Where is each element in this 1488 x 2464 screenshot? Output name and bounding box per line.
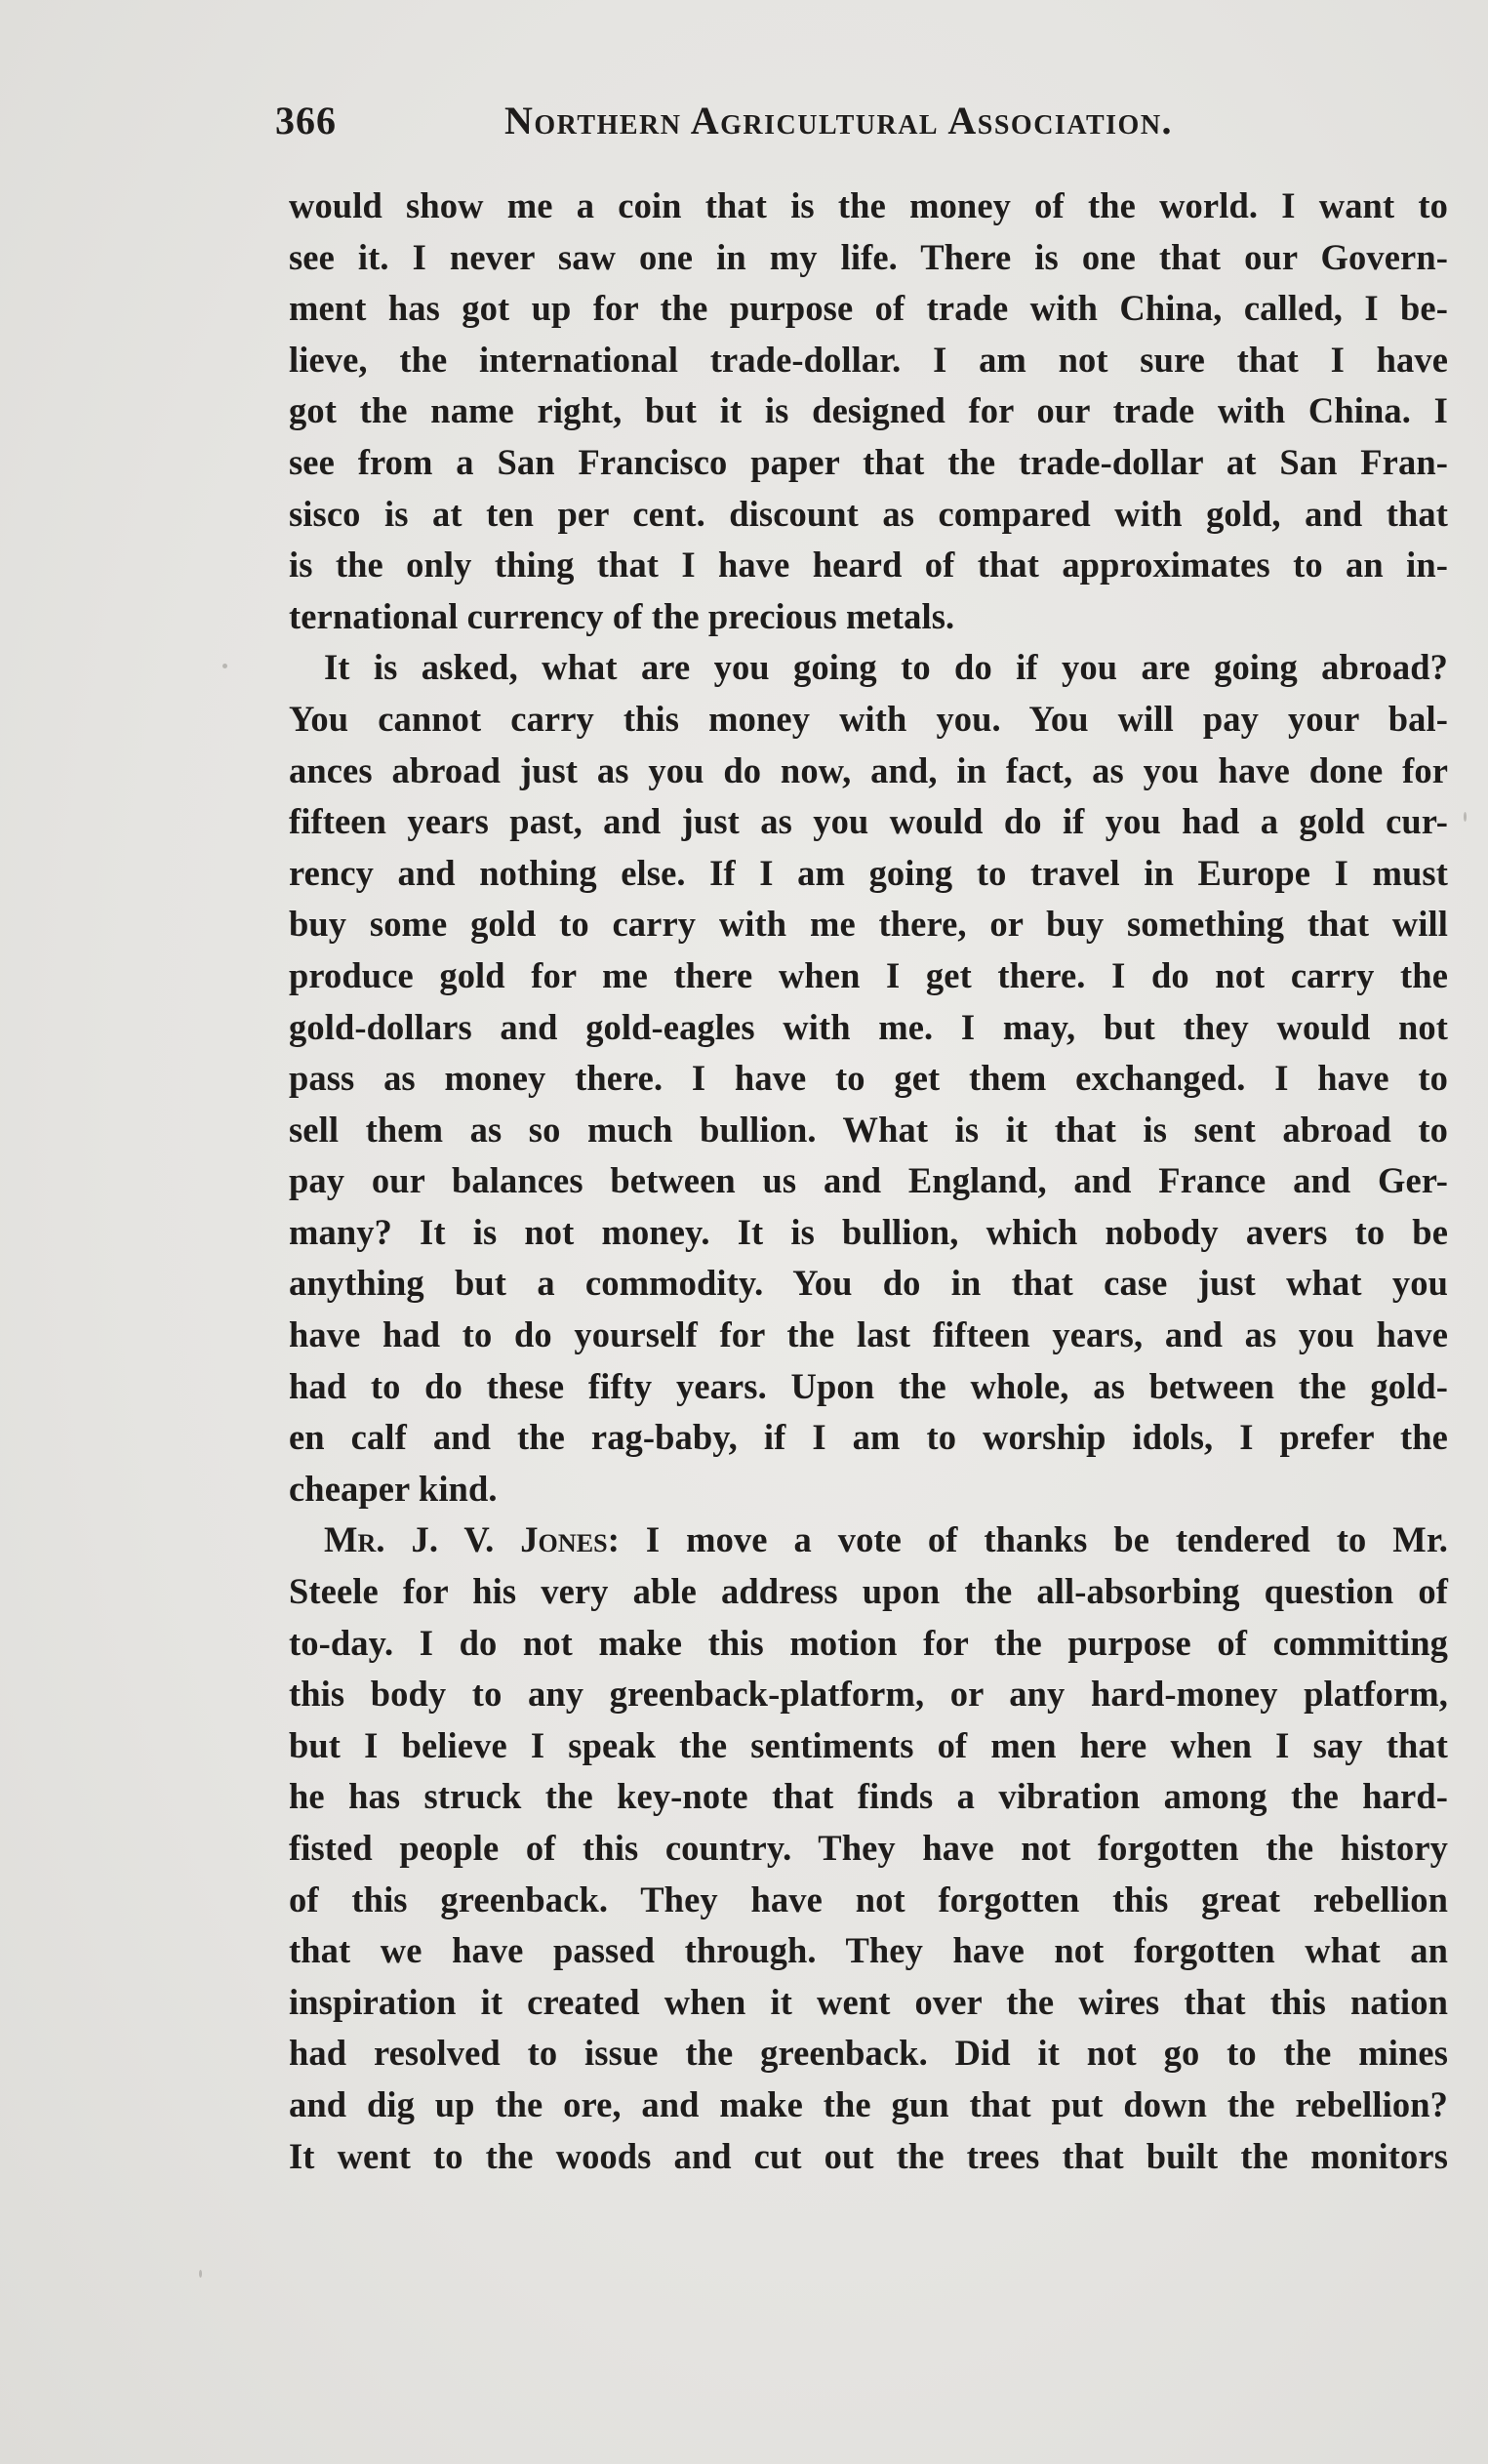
running-head <box>275 98 1251 156</box>
text-line: and dig up the ore, and make the gun that put down the rebellion? <box>289 2083 1448 2124</box>
text-line: pass as money there. I have to get them exchanged. I have to <box>289 1058 1448 1099</box>
text-line: to-day. I do not make this motion for the purpose of committing <box>289 1622 1448 1663</box>
text-line: lieve, the international trade-dollar. I am not sure that I have <box>289 339 1448 380</box>
text-line: is the only thing that I have heard of that approximates to an in- <box>289 545 1448 586</box>
text-line: see it. I never saw one in my life. There is one that our Govern- <box>289 236 1448 277</box>
text-line: gold-dollars and gold-eagles with me. I may, but they would not <box>289 1006 1448 1047</box>
scan-speck <box>199 2270 202 2278</box>
text-line: sisco is at ten per cent. discount as compared with gold, and that <box>289 493 1448 534</box>
text-line: would show me a coin that is the money of the world. I want to <box>289 185 1448 225</box>
text-line: of this greenback. They have not forgotten this great rebellion <box>289 1878 1448 1919</box>
text-line: anything but a commodity. You do in that case just what you <box>289 1263 1448 1304</box>
text-line: got the name right, but it is designed for our trade with China. I <box>289 390 1448 431</box>
text-line: fisted people of this country. They have not forgotten the history <box>289 1828 1448 1868</box>
text-line: had to do these fifty years. Upon the whole, as between the gold- <box>289 1365 1448 1406</box>
text-line: rency and nothing else. If I am going to travel in Europe I must <box>289 852 1448 893</box>
page-number: 366 <box>275 99 337 142</box>
text-line: It went to the woods and cut out the trees that built the monitors <box>289 2135 1448 2176</box>
speaker-line-text: I move a vote of thanks be tendered to Mr. <box>645 1519 1449 1560</box>
text-line: see from a San Francisco paper that the trade-dollar at San Fran- <box>289 441 1448 482</box>
text-line: ternational currency of the precious metals. <box>289 595 955 636</box>
text-line: but I believe I speak the sentiments of men here when I say that <box>289 1724 1448 1765</box>
text-line: produce gold for me there when I get there. I do not carry the <box>289 954 1448 995</box>
scan-speck <box>222 664 227 668</box>
text-line: he has struck the key-note that finds a vibration among the hard- <box>289 1776 1448 1817</box>
speaker-name: Mr. J. V. Jones: <box>324 1519 621 1560</box>
text-line: pay our balances between us and England, and France and Ger- <box>289 1160 1448 1201</box>
scan-speck <box>1464 812 1467 822</box>
text-line: en calf and the rag-baby, if I am to worship idols, I prefer the <box>289 1417 1448 1458</box>
text-line: sell them as so much bullion. What is it that is sent abroad to <box>289 1109 1448 1150</box>
text-line: ances abroad just as you do now, and, in fact, as you have done for <box>289 749 1448 790</box>
running-title: Northern Agricultural Association. <box>504 99 1174 142</box>
text-line: Steele for his very able address upon the all-absorbing question of <box>289 1571 1448 1612</box>
body-text <box>289 181 1448 2182</box>
text-line: many? It is not money. It is bullion, which nobody avers to be <box>289 1211 1448 1252</box>
text-line: that we have passed through. They have not forgotten what an <box>289 1930 1448 1971</box>
text-line: have had to do yourself for the last fifteen years, and as you have <box>289 1314 1448 1355</box>
text-line: You cannot carry this money with you. You will pay your bal- <box>289 698 1448 739</box>
speaker-line <box>289 1515 1448 1566</box>
text-line: had resolved to issue the greenback. Did it not go to the mines <box>289 2033 1448 2074</box>
text-line: ment has got up for the purpose of trade with China, called, I be- <box>289 288 1448 329</box>
text-line: inspiration it created when it went over the wires that this nation <box>289 1981 1448 2022</box>
paragraph-first-line: It is asked, what are you going to do if you are going abroad? <box>324 647 1448 688</box>
text-line: cheaper kind. <box>289 1468 498 1509</box>
text-line: this body to any greenback-platform, or any hard-money platform, <box>289 1674 1448 1715</box>
text-line: fifteen years past, and just as you would do if you had a gold cur- <box>289 801 1448 842</box>
text-line: buy some gold to carry with me there, or buy something that will <box>289 904 1448 945</box>
